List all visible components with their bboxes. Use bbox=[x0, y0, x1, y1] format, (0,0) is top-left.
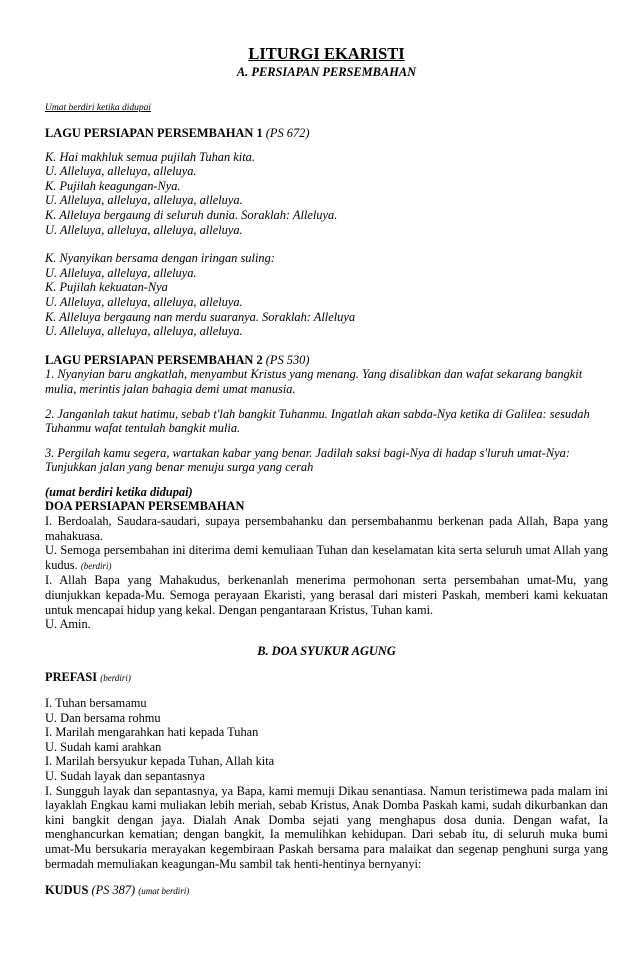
stand-note: Umat berdiri ketika didupai bbox=[45, 103, 151, 113]
kudus-heading bbox=[45, 883, 608, 899]
song1-line: U. Alleluya, alleluya, alleluya. bbox=[45, 265, 197, 280]
song1-line: U. Alleluya, alleluya, alleluya, alleluya. bbox=[45, 294, 243, 309]
song2-title: LAGU PERSIAPAN PERSEMBAHAN 2 bbox=[45, 352, 263, 367]
prefasi-note: (berdiri) bbox=[100, 673, 131, 684]
song2-verse2: 2. Janganlah takut hatimu, sebab t'lah bangkit Tuhanmu. Ingatlah akan sabda-Nya ketika di Galilea: sesudah Tuhanmu wafat tentulah bangkit mulia. bbox=[45, 406, 590, 436]
prefasi-line: I. Tuhan bersamamu bbox=[45, 696, 147, 710]
song1-line: K. Pujilah keagungan-Nya. bbox=[45, 178, 181, 193]
prayer-p2-note: (berdiri) bbox=[80, 560, 112, 571]
prefasi-line: U. Dan bersama rohmu bbox=[45, 710, 161, 725]
song1-line: K. Nyanyikan bersama dengan iringan suling: bbox=[45, 251, 275, 266]
prefasi-paragraph: I. Sungguh layak dan sepantasnya, ya Bapa, kami memuji Dikau senantiasa. Namun teristimewa pada malam ini layaklah Engkau kami muliakan lebih meriah, sebab Kristus, Anak Domba Paskah kami, sudah dikurbankan dan kini bangkit dengan jaya. Dialah Anak Domba sejati yang menghapus dosa dunia. Dengan wafat, Ia menghancurkan kematian; dengan bangkit, Ia memulihkan kehidupan. Dari sebab itu, di seluruh muka bumi umat-Mu bersukaria merayakan kegembiraan Paskah bersama para malaikat dan segenap penghuni surga yang bermadah memuliakan keagungan-Mu sambil tak henti-hentinya bernyanyi: bbox=[45, 783, 608, 871]
song1-line: U. Alleluya, alleluya, alleluya, alleluya. bbox=[45, 324, 243, 339]
prayer-note: (umat berdiri ketika didupai) bbox=[45, 484, 193, 499]
prayer-title: DOA PERSIAPAN PERSEMBAHAN bbox=[45, 499, 245, 514]
song2-verse3: 3. Pergilah kamu segera, wartakan kabar yang benar. Jadilah saksi bagi-Nya di hadap s'luruh umat-Nya: Tunjukkan jalan yang benar menuju surga yang cerah bbox=[45, 445, 570, 475]
prefasi-heading bbox=[45, 670, 608, 686]
prayer-p3: I. Allah Bapa yang Mahakudus, berkenanlah menerima permohonan serta persembahan umat-Mu, yang diunjukkan kepada-Mu. Semoga perayaan Ekaristi, yang berasal dari misteri Paskah, memberi kami kekuatan untuk mencapai hidup yang kekal. Dengan pengantaraan Kristus, Tuhan kami. bbox=[45, 573, 608, 617]
prayer-p2-text: U. Semoga persembahan ini diterima demi kemuliaan Tuhan dan keselamatan kita serta seluruh umat Allah yang kudus. bbox=[45, 543, 608, 572]
song1-ref: (PS 672) bbox=[265, 126, 310, 140]
song1-line: K. Pujilah kekuatan-Nya bbox=[45, 280, 168, 295]
song1-line: U. Alleluya, alleluya, alleluya. bbox=[45, 164, 197, 179]
prefasi-line: U. Sudah kami arahkan bbox=[45, 739, 162, 754]
prayer-p2 bbox=[45, 543, 608, 573]
song1-title: LAGU PERSIAPAN PERSEMBAHAN 1 bbox=[45, 126, 263, 140]
song1-line: K. Alleluya bergaung di seluruh dunia. Soraklah: Alleluya. bbox=[45, 207, 338, 222]
song1-line: U. Alleluya, alleluya, alleluya, alleluya. bbox=[45, 193, 243, 208]
song1-line: K. Hai makhluk semua pujilah Tuhan kita. bbox=[45, 149, 255, 164]
document-page bbox=[45, 44, 608, 899]
kudus-title: KUDUS bbox=[45, 883, 89, 898]
song2-heading bbox=[45, 353, 608, 368]
prayer-p4: U. Amin. bbox=[45, 617, 91, 632]
kudus-note: (umat berdiri) bbox=[138, 886, 190, 897]
section-a-heading: A. PERSIAPAN PERSEMBAHAN bbox=[236, 65, 417, 79]
document-title: LITURGI EKARISTI bbox=[248, 44, 405, 63]
song1-line: K. Alleluya bergaung nan merdu suaranya. Soraklah: Alleluya bbox=[45, 309, 356, 324]
prayer-p1: I. Berdoalah, Saudara-saudari, supaya persembahanku dan persembahanmu berkenan pada Allah, Bapa yang mahakuasa. bbox=[45, 514, 608, 543]
prefasi-line: I. Marilah mengarahkan hati kepada Tuhan bbox=[45, 725, 259, 740]
prefasi-line: I. Marilah bersyukur kepada Tuhan, Allah kita bbox=[45, 754, 275, 769]
song1-stanza2 bbox=[45, 251, 608, 339]
kudus-ref: (PS 387) bbox=[91, 883, 136, 898]
song2-verse1: 1. Nyanyian baru angkatlah, menyambut Kristus yang menang. Yang disalibkan dan wafat sekarang bangkit mulia, merintis jalan bahagia demi umat manusia. bbox=[45, 367, 583, 396]
song2-ref: (PS 530) bbox=[265, 352, 310, 367]
song1-line: U. Alleluya, alleluya, alleluya, alleluya. bbox=[45, 222, 243, 237]
prefasi-dialog bbox=[45, 696, 608, 784]
prefasi-title: PREFASI bbox=[45, 670, 98, 685]
song1-heading bbox=[45, 126, 608, 141]
section-b-heading: B. DOA SYUKUR AGUNG bbox=[257, 643, 396, 658]
prefasi-line: U. Sudah layak dan sepantasnya bbox=[45, 768, 206, 783]
song1-stanza1 bbox=[45, 150, 608, 238]
